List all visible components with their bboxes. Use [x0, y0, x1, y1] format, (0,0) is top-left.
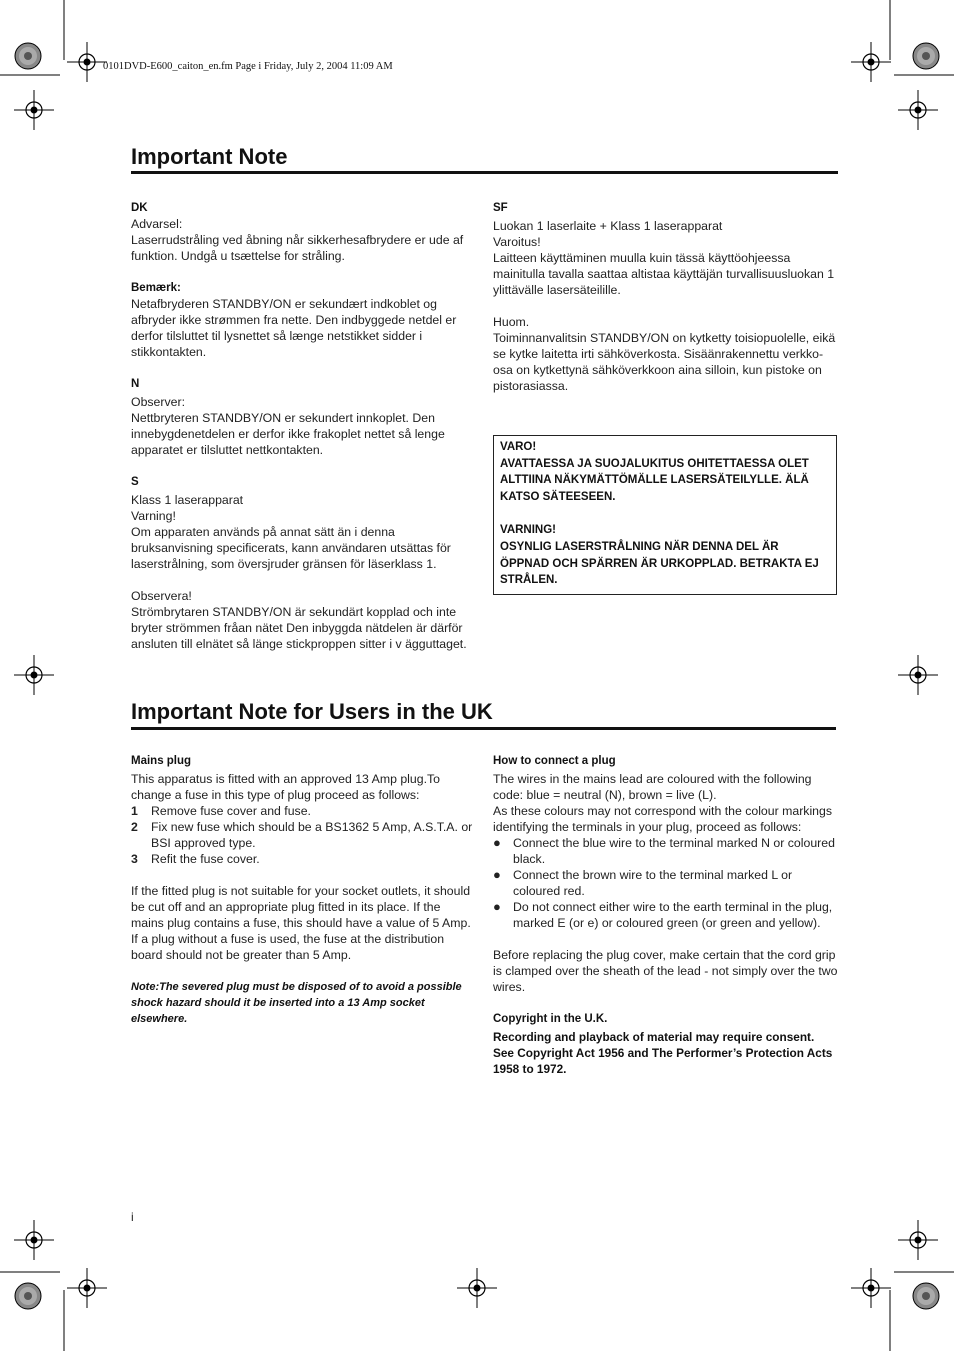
- step-text: Remove fuse cover and fuse.: [151, 804, 311, 818]
- wiring-bullet: [493, 835, 838, 867]
- dk-warning-text: Laserrudstråling ved åbning når sikkerhesafbrydere er ude af funktion. Undgå u tsættelse for stråling.: [131, 233, 464, 263]
- column-left-languages: [131, 200, 476, 652]
- varning-label: VARNING!: [500, 524, 557, 537]
- section-title-rule: [131, 171, 838, 174]
- step-text: Fix new fuse which should be a BS1362 5 Amp, A.S.T.A. or BSI approved type.: [151, 820, 473, 850]
- connect-plug-heading: How to connect a plug: [493, 755, 616, 767]
- connect-plug-intro-2: As these colours may not correspond with the colour markings identifying the terminals in your plug, proceed as follows:: [493, 804, 833, 834]
- fuse-step: [131, 803, 476, 819]
- step-number: 2: [131, 820, 138, 834]
- bullet-text: Connect the blue wire to the terminal marked N or coloured black.: [513, 836, 835, 866]
- step-number: 3: [131, 852, 138, 866]
- copyright-text: Recording and playback of material may require consent. See Copyright Act 1956 and The Performer’s Protection Acts 1958 to 1972.: [493, 1030, 833, 1076]
- section-title-rule-uk: [131, 727, 836, 730]
- plug-cover-paragraph: Before replacing the plug cover, make certain that the cord grip is clamped over the sheath of the lead - not simply over the two wires.: [493, 948, 838, 994]
- varo-label: VARO!: [500, 441, 537, 453]
- lang-code-s: S: [131, 476, 139, 488]
- wiring-bullet: [493, 867, 838, 899]
- laser-warning-box: [493, 435, 837, 595]
- dk-note-text: Netafbryderen STANDBY/ON er sekundært indkoblet og afbryder ikke strømmen fra nette. Den indbyggede netdel er derfor tilsluttet til lysnettet så længe netstikket sidder i stikkontakten.: [131, 297, 457, 359]
- lang-code-dk: DK: [131, 202, 148, 214]
- bullet-icon: ●: [493, 867, 501, 882]
- file-header: 0101DVD-E600_caiton_en.fm Page i Friday, July 2, 2004 11:09 AM: [103, 61, 393, 72]
- column-connect-plug: [493, 753, 838, 1077]
- column-right-languages: [493, 200, 838, 394]
- severed-plug-note: Note:The severed plug must be disposed of to avoid a possible shock hazard should it be inserted into a 13 Amp socket elsewhere.: [131, 981, 462, 1025]
- varning-text: OSYNLIG LASERSTRÅLNING NÄR DENNA DEL ÄR ÖPPNAD OCH SPÄRREN ÄR URKOPPLAD. BETRAKTA EJ STRÅLEN.: [500, 540, 819, 587]
- dk-warning-label: Advarsel:: [131, 217, 183, 231]
- bullet-icon: ●: [493, 835, 501, 850]
- fuse-step: [131, 851, 476, 867]
- step-text: Refit the fuse cover.: [151, 852, 260, 866]
- s-warning-text: Om apparaten används på annat sätt än i denna bruksanvisning specificerats, kann användaren utsättas för laserstrålning, som översjruder gränsen för läserklass 1.: [131, 525, 451, 571]
- n-observer-label: Observer:: [131, 395, 185, 409]
- dk-note-label: Bemærk:: [131, 282, 181, 294]
- sf-warning-text: Laitteen käyttäminen muulla kuin tässä käyttöohjeessa mainitulla tavalla saattaa altistaa käyttäjän turvallisuusluokan 1 ylittävälle lasersäteilille.: [493, 251, 835, 297]
- page-number: i: [131, 1210, 134, 1224]
- varo-text: AVATTAESSA JA SUOJALUKITUS OHITETTAESSA OLET ALTTIINA NÄKYMÄTTÖMÄLLE LASERSÄTEILYLLE. ÄLÄ KATSO SÄTEESEEN.: [500, 457, 809, 503]
- column-mains-plug: [131, 753, 476, 1027]
- mains-plug-paragraph: If the fitted plug is not suitable for your socket outlets, it should be cut off and an appropriate plug fitted in its place. If the mains plug contains a fuse, this should have a value of 5 Amp. If a plug without a fuse is used, the fuse at the distribution board should not be greater than 5 Amp.: [131, 884, 471, 962]
- s-class-line: Klass 1 laserapparat: [131, 493, 244, 507]
- lang-code-sf: SF: [493, 202, 508, 214]
- bullet-text: Connect the brown wire to the terminal marked L or coloured red.: [513, 868, 793, 898]
- mains-plug-intro: This apparatus is fitted with an approved 13 Amp plug.To change a fuse in this type of plug proceed as follows:: [131, 772, 440, 802]
- s-note-text: Strömbrytaren STANDBY/ON är sekundärt kopplad och inte bryter strömmen fråan nätet Den inbyggda nätdelen är därför ansluten till elnätet så länge stickproppen sitter i v ägguttaget.: [131, 605, 467, 651]
- section-title-uk-note: Important Note for Users in the UK: [131, 699, 493, 724]
- lang-code-n: N: [131, 378, 140, 390]
- wiring-bullet: [493, 899, 838, 931]
- connect-plug-intro: The wires in the mains lead are coloured with the following code: blue = neutral (N), brown = live (L).: [493, 772, 812, 802]
- n-observer-text: Nettbryteren STANDBY/ON er sekundert innkoplet. Den innebygdenetdelen er derfor ikke frakoplet nettet så lenge apparatet er tilsluttet nettkontakten.: [131, 411, 445, 457]
- bullet-text: Do not connect either wire to the earth terminal in the plug, marked E (or e) or coloured green (or green and yellow).: [513, 900, 833, 930]
- section-title-important-note: Important Note: [131, 144, 288, 169]
- mains-plug-heading: Mains plug: [131, 755, 192, 767]
- sf-warning-label: Varoitus!: [493, 235, 541, 249]
- s-warning-label: Varning!: [131, 509, 176, 523]
- sf-note-text: Toiminnanvalitsin STANDBY/ON on kytketty toisiopuolelle, eikä se kytke laitetta irti sähköverkosta. Sisäänrakennettu verkko-osa on kytkettynä sähköverkkoon aina silloin, kun pistoke on pistorasiassa.: [493, 331, 836, 393]
- sf-class-line: Luokan 1 laserlaite + Klass 1 laserapparat: [493, 219, 723, 233]
- copyright-heading: Copyright in the U.K.: [493, 1013, 608, 1025]
- step-number: 1: [131, 804, 138, 818]
- fuse-step: [131, 819, 476, 851]
- bullet-icon: ●: [493, 899, 501, 914]
- sf-note-label: Huom.: [493, 315, 530, 329]
- s-note-label: Observera!: [131, 589, 192, 603]
